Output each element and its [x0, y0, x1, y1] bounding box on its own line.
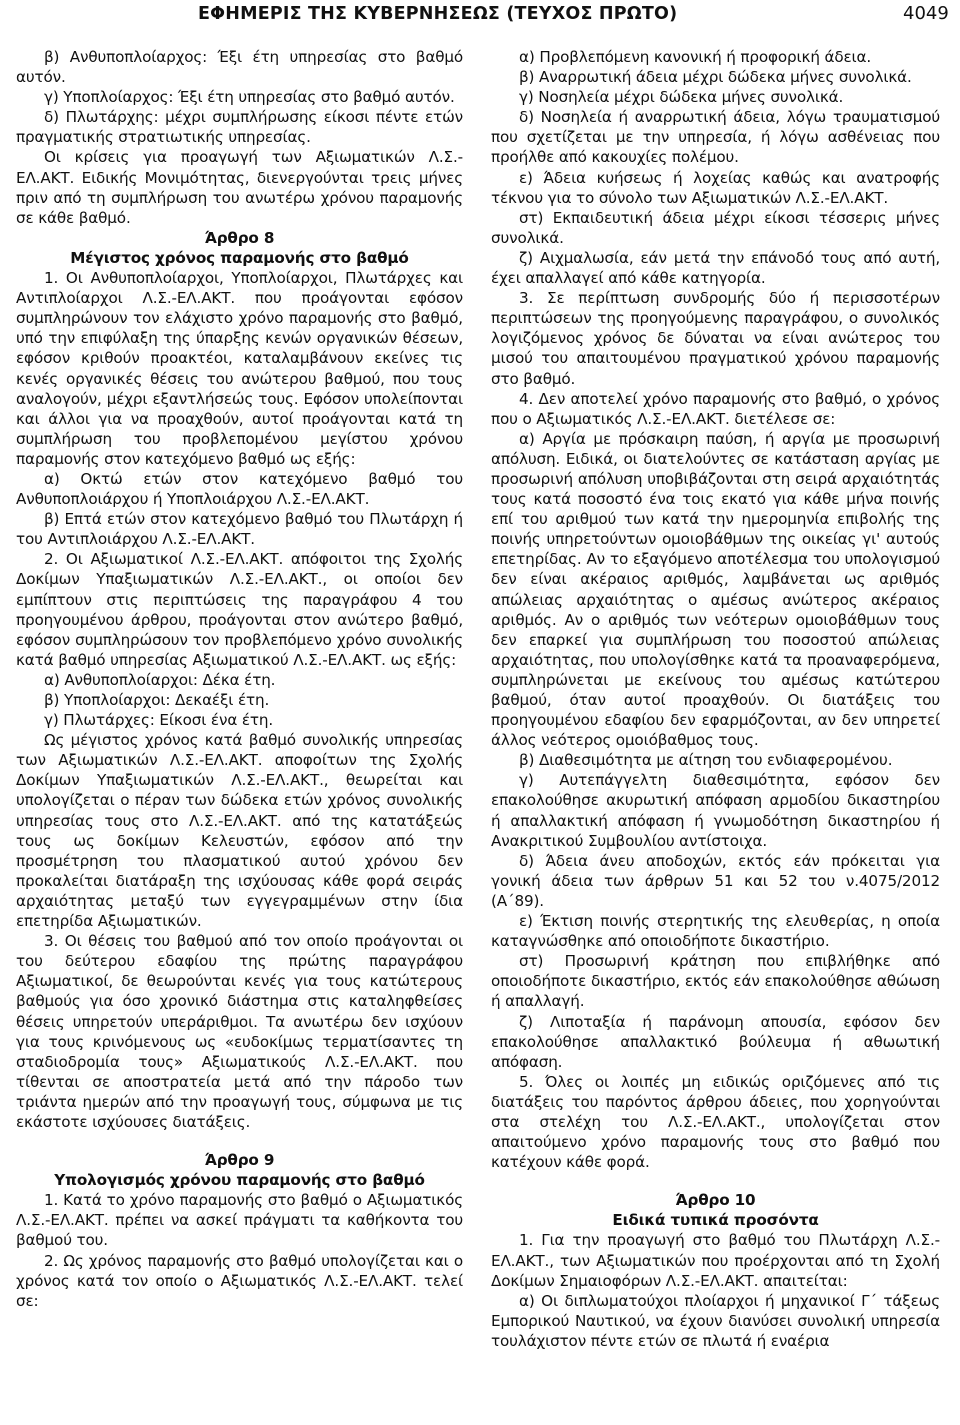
article-title: Υπολογισμός χρόνου παραμονής στο βαθμό: [54, 1171, 425, 1190]
paragraph: 4. Δεν αποτελεί χρόνο παραμονής στο βαθμό, ο χρόνος που ο Αξιωματικός Λ.Σ.-ΕΛ.ΑΚΤ. διετέλεσε σε:: [491, 389, 940, 428]
paragraph: ε) Έκτιση ποινής στερητικής της ελευθερίας, η οποία καταγνώσθηκε από οποιοδήποτε δικαστήριο.: [491, 912, 940, 951]
paragraph: γ) Πλωτάρχες: Είκοσι ένα έτη.: [44, 711, 274, 730]
paragraph: 1. Για την προαγωγή στο βαθμό του Πλωτάρχη Λ.Σ.-ΕΛ.ΑΚΤ., των Αξιωματικών που προέρχονται από τη Σχολή Δοκίμων Σημαιοφόρων Λ.Σ.-ΕΛ.ΑΚΤ. απαιτείται:: [491, 1231, 940, 1290]
paragraph: γ) Νοσηλεία μέχρι δώδεκα μήνες συνολικά.: [519, 88, 844, 107]
paragraph: 1. Οι Ανθυποπλοίαρχοι, Υποπλοίαρχοι, Πλωτάρχες και Αντιπλοίαρχοι Λ.Σ.-ΕΛ.ΑΚΤ. που προάγονται εφόσον συμπληρώνουν τον ελάχιστο χρόνο παραμονής στο βαθμό, υπό την επιφύλαξη της ύπαρξης κενών οργανικών θέσεων, εφόσον κριθούν προακτέοι, καταλαμβάνουν εκείνες τις κενές οργανικές θέσεις του ανώτερου βαθμού, που τους αναλογούν, μέχρι εξαντλήσεώς τους. Εφόσον υπολείπονται και άλλοι για να προαχθούν, αυτοί προάγονται κατά τη συμπλήρωση του προβλεπομένου μεγίστου χρόνου παραμονής στον κατεχόμενο βαθμό ως εξής:: [16, 269, 463, 468]
paragraph: 2. Οι Αξιωματικοί Λ.Σ.-ΕΛ.ΑΚΤ. απόφοιτοι της Σχολής Δοκίμων Υπαξιωματικών Λ.Σ.-ΕΛ.ΑΚΤ., οι οποίοι δεν εμπίπτουν στις περιπτώσεις της παραγράφου 4 του προηγουμένου άρθρου, προάγονται στον ανώτερο βαθμό, εφόσον συμπληρώσουν τον προβλεπόμενο χρόνο συνολικής κατά βαθμό υπηρεσίας Αξιωματικού Λ.Σ.-ΕΛ.ΑΚΤ. ως εξής:: [16, 550, 463, 669]
paragraph: α) Προβλεπόμενη κανονική ή προφορική άδεια.: [519, 48, 872, 66]
paragraph: 5. Όλες οι λοιπές μη ειδικώς οριζόμενες από τις διατάξεις του παρόντος άρθρου άδειες, που χορηγούνται στα στελέχη του Λ.Σ.-ΕΛ.ΑΚΤ., υπολογίζεται στον απαιτούμενο χρόνο παραμονής τους στο βαθμό που κατέχουν κάθε φορά.: [491, 1072, 940, 1172]
page-header: [0, 0, 960, 34]
paragraph: 2. Ως χρόνος παραμονής στο βαθμό υπολογίζεται και ο χρόνος κατά τον οποίο ο Αξιωματικός Λ.Σ.-ΕΛ.ΑΚΤ. τελεί σε:: [16, 1251, 463, 1310]
paragraph: α) Αργία με πρόσκαιρη παύση, ή αργία με προσωρινή απόλυση. Ειδικά, οι διατελούντες σε κατάσταση αργίας με προσωρινή απόλυση υποβιβάζονται στη σειρά αρχαιότητάς τους κατά ποσοστό ένα τοις εκατό για κάθε μήνα ποινής επί του αριθμού των κατά την ημερομηνία επιβολής της ποινής υπηρετούντων ομοιοβάθμων της οικείας γι' αυτούς επετηρίδας. Αν το εξαγόμενο αποτέλεσμα του υπολογισμού δεν είναι ακέραιος αριθμός, λαμβάνεται ως αριθμός απώλειας αρχαιότητας ο αμέσως ανώτερος ακέραιος αριθμός. Αν ο αριθμός των νεότερων ομοιοβάθμων τους δεν επαρκεί για συμπλήρωση του ποσοστού απώλειας αρχαιότητας, που υπολογίσθηκε κατά τα προαναφερόμενα, συμπληρώνεται με εκείνους του αμέσως κατώτερου βαθμού, όταν αυτοί προαχθούν. Οι διατάξεις του προηγουμένου εδαφίου δεν εφαρμόζονται, αν δεν υπηρετεί άλλος νεότερος ομοιόβαθμος τους.: [491, 429, 940, 750]
paragraph: β) Διαθεσιμότητα με αίτηση του ενδιαφερομένου.: [519, 751, 893, 770]
paragraph: 3. Σε περίπτωση συνδρομής δύο ή περισσοτέρων περιπτώσεων της προηγούμενης παραγράφου, ο συνολικός λογιζόμενος χρόνος δε δύναται να είναι ανώτερος του μισού του απαιτουμένου πραγματικού χρόνου παραμονής στο βαθμό.: [491, 289, 940, 388]
article-number: Άρθρο 8: [204, 228, 275, 247]
paragraph: α) Ανθυποπλοίαρχοι: Δέκα έτη.: [44, 670, 276, 689]
paragraph: Οι κρίσεις για προαγωγή των Αξιωματικών Λ.Σ.-ΕΛ.ΑΚΤ. Ειδικής Μονιμότητας, διενεργούνται τρεις μήνες πριν από τη συμπλήρωση του ανωτέρω χρόνου παραμονής σε κάθε βαθμό.: [16, 148, 463, 227]
paragraph: α) Οκτώ ετών στον κατεχόμενο βαθμό του Ανθυποπλοιάρχου ή Υποπλοιάρχου Λ.Σ.-ΕΛ.ΑΚΤ.: [16, 469, 463, 509]
paragraph: δ) Άδεια άνευ αποδοχών, εκτός εάν πρόκειται για γονική άδεια των άρθρων 51 και 52 του ν.4075/2012 (Α΄89).: [491, 851, 940, 910]
paragraph: στ) Προσωρινή κράτηση που επιβλήθηκε από οποιοδήποτε δικαστήριο, εκτός εάν επακολούθησε αθώωση ή απαλλαγή.: [491, 952, 940, 1011]
left-column: [16, 47, 463, 1311]
paragraph: α) Οι διπλωματούχοι πλοίαρχοι ή μηχανικοί Γ΄ τάξεως Εμπορικού Ναυτικού, να έχουν διανύσει συνολική υπηρεσία τουλάχιστον πέντε ετών σε πλωτά ή εναέρια: [491, 1291, 940, 1350]
paragraph: β) Ανθυποπλοίαρχος: Έξι έτη υπηρεσίας στο βαθμό αυτόν.: [16, 48, 463, 87]
paragraph: δ) Νοσηλεία ή αναρρωτική άδεια, λόγω τραυματισμού που σχετίζεται με την υπηρεσία, ή λόγω ασθένειας που προήλθε από κακουχίες πολέμου.: [491, 108, 940, 167]
paragraph: δ) Πλωτάρχης: μέχρι συμπλήρωσης είκοσι πέντε ετών πραγματικής στρατιωτικής υπηρεσίας.: [16, 108, 463, 147]
right-column: [491, 47, 940, 1351]
article-number: Άρθρο 9: [204, 1151, 275, 1170]
article-number: Άρθρο 10: [675, 1191, 756, 1210]
paragraph: β) Αναρρωτική άδεια μέχρι δώδεκα μήνες συνολικά.: [519, 68, 912, 87]
article-title: Ειδικά τυπικά προσόντα: [612, 1211, 819, 1230]
article-title: Μέγιστος χρόνος παραμονής στο βαθμό: [70, 248, 409, 267]
paragraph: γ) Υποπλοίαρχος: Έξι έτη υπηρεσίας στο βαθμό αυτόν.: [44, 88, 455, 107]
paragraph: γ) Αυτεπάγγελτη διαθεσιμότητα, εφόσον δεν επακολούθησε ακυρωτική απόφαση αρμοδίου δικαστηρίου ή απαλλακτική απόφαση ή γνωμοδότηση δικαστηρίου ή Ανακριτικού Συμβουλίου αντίστοιχα.: [491, 771, 940, 850]
paragraph: στ) Εκπαιδευτική άδεια μέχρι είκοσι τέσσερις μήνες συνολικά.: [491, 208, 940, 247]
paragraph: β) Επτά ετών στον κατεχόμενο βαθμό του Πλωτάρχη ή του Αντιπλοιάρχου Λ.Σ.-ΕΛ.ΑΚΤ.: [16, 510, 463, 549]
page-number: 4049: [903, 3, 949, 24]
paragraph: Ως μέγιστος χρόνος κατά βαθμό συνολικής υπηρεσίας των Αξιωματικών Λ.Σ.-ΕΛ.ΑΚΤ. αποφοίτων της Σχολής Δοκίμων Υπαξιωματικών Λ.Σ.-ΕΛ.ΑΚΤ., θεωρείται και υπολογίζεται ο πέραν των δώδεκα ετών χρόνος συνολικής υπηρεσίας τους στο Λ.Σ.-ΕΛ.ΑΚΤ. από της κατατάξεώς τους ως δοκίμων Κελευστών, εφόσον από την προσμέτρηση του πλασματικού αυτού χρόνου δεν προκαλείται διατάραξη της ισχύουσας κάθε φορά σειράς αρχαιότητας μεταξύ των εγγεγραμμένων στην ίδια επετηρίδα Αξιωματικών.: [16, 731, 463, 931]
paragraph: 3. Οι θέσεις του βαθμού από τον οποίο προάγονται οι του δεύτερου εδαφίου της πρώτης παραγράφου Αξιωματικοί, δε θεωρούνται κενές για τους κατώτερους βαθμούς για όσο χρονικό διάστημα στις καταληφθείσες θέσεις υπηρετούν υπεράριθμοι. Τα ανωτέρω δεν ισχύουν για τους κρινόμενους ως «ευδοκίμως τερματίσαντες τη σταδιοδρομία τους» Αξιωματικούς Λ.Σ.-ΕΛ.ΑΚΤ. που τίθενται σε αποστρατεία μετά από την πάροδο των τριάντα ημερών από την προαγωγή τους, σύμφωνα με τις εκάστοτε ισχύουσες διατάξεις.: [16, 932, 463, 1131]
paragraph: ε) Άδεια κυήσεως ή λοχείας καθώς και ανατροφής τέκνου για το σύνολο των Αξιωματικών Λ.Σ.-ΕΛ.ΑΚΤ.: [491, 168, 940, 207]
gazette-title: ΕΦΗΜΕΡΙΣ ΤΗΣ ΚΥΒΕΡΝΗΣΕΩΣ (ΤΕΥΧΟΣ ΠΡΩΤΟ): [198, 4, 678, 24]
paragraph: 1. Κατά το χρόνο παραμονής στο βαθμό ο Αξιωματικός Λ.Σ.-ΕΛ.ΑΚΤ. πρέπει να ασκεί πράγματι τα καθήκοντα του βαθμού του.: [16, 1191, 463, 1250]
paragraph: ζ) Λιποταξία ή παράνομη απουσία, εφόσον δεν επακολούθησε απαλλακτικό βούλευμα ή αθωωτική απόφαση.: [491, 1012, 940, 1071]
paragraph: ζ) Αιχμαλωσία, εάν μετά την επάνοδό τους από αυτή, έχει απαλλαγεί από κάθε κατηγορία.: [491, 248, 940, 288]
paragraph: β) Υποπλοίαρχοι: Δεκαέξι έτη.: [44, 691, 270, 709]
